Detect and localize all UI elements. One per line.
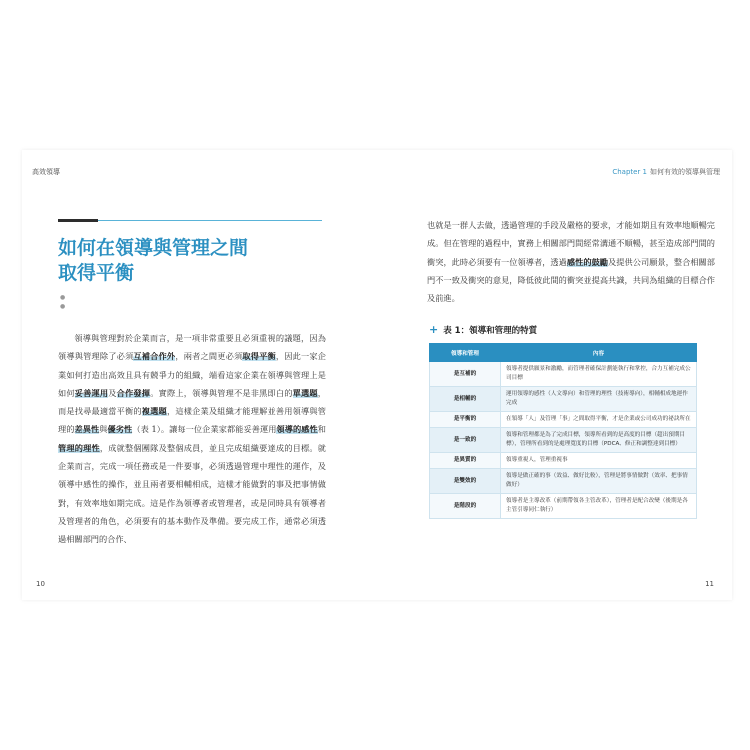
- emphasis-text: 感性的鼓勵: [566, 256, 609, 267]
- body-paragraph-left: [58, 329, 326, 549]
- emphasis-text: 複選題: [141, 406, 167, 417]
- emphasis-text: 領導的感性: [276, 424, 318, 435]
- table-row: [430, 387, 697, 412]
- table-cell-aspect: 是雙效的: [430, 469, 501, 494]
- table-cell-content: 運用領導的感性（人文導向）和管理的理性（技術導向），相輔相成地運作完成: [501, 387, 697, 412]
- body-text: 及提供公司願景，整合相關部門不一致及衝突的意見，降低彼此間的衝突並提高共識，共同為組織的目標合作及前進。: [427, 256, 715, 304]
- table-cell-aspect: 是互補的: [430, 362, 501, 387]
- emphasis-text: 合作發揮: [116, 387, 151, 398]
- chapter-label: Chapter 1: [612, 168, 647, 176]
- body-text: 也就是一群人去做，透過管理的手段及嚴格的要求，才能如期且有效率地順暢完成。但在管理的過程中，實務上相關部門間經常溝通不順暢，甚至造成部門間的衝突，此時必須要有一位領導者，透過: [427, 220, 715, 267]
- table-header-content: 內容: [501, 344, 697, 362]
- right-page: [377, 150, 732, 600]
- page-number-right: 11: [705, 580, 714, 588]
- body-text: ，成就整個團隊及整個成員，並且完成組織要達成的目標。就企業而言，完成一項任務或是一件要事，必須透過管理中理性的運作，及領導中感性的操作，並且兩者要相輔相成，這樣才能做對的事及把事情做對，有效率地如期完成。這是作為領導者或管理者，或是同時具有領導者及管理者的角色，必須要有的基本動作及準備。要完成工作，通常必須透過相關部門的合作、: [58, 442, 326, 545]
- emphasis-text: 單選題: [292, 387, 318, 398]
- section-title: [58, 236, 318, 286]
- table-row: [430, 469, 697, 494]
- emphasis-text: 取得平衡: [242, 351, 276, 362]
- table-caption-text: 表 1：領導和管理的特質: [443, 326, 538, 336]
- table-row: [430, 412, 697, 428]
- body-text: （表 1）。讓每一位企業家都能妥善運用: [132, 424, 277, 435]
- body-text: 及: [108, 387, 117, 398]
- body-text: 與: [99, 424, 108, 435]
- chapter-title: 如何有效的領導與管理: [650, 168, 720, 176]
- body-text: ，這樣企業及組織才能理解並善用領導與管理的: [58, 406, 326, 435]
- emphasis-text: 管理的理性: [58, 442, 100, 453]
- table-caption: [429, 324, 537, 336]
- table-cell-content: 領導和管理都是為了完成目標，領導所看到的是高度的目標（超出預期目標），管理所看到的是處理寬度的目標（PDCA、修正和調整達到目標）: [501, 428, 697, 453]
- body-text: 。實際上，領導與管理不是非黑即白的: [150, 387, 293, 398]
- table-row: [430, 428, 697, 453]
- emphasis-text: 妥善運用: [74, 387, 109, 398]
- body-text: 和: [317, 424, 326, 435]
- table-row: [430, 494, 697, 519]
- section-title-line-1: 如何在領導與管理之間: [58, 237, 249, 259]
- table-header-row: [430, 344, 697, 362]
- table-cell-aspect: 是平衡的: [430, 412, 501, 428]
- table-cell-content: 領導者是主導改革（前期帶領各主管改革），管理者是配合改變（後期是各主管引導同仁執行）: [501, 494, 697, 519]
- running-head-right: [612, 167, 720, 177]
- emphasis-text: 優劣性: [107, 424, 133, 435]
- table-row: [430, 453, 697, 469]
- table-cell-content: 領導者提供願景和激勵，而管理者確保計劃能執行和掌控，合力互補完成公司目標: [501, 362, 697, 387]
- table-header-aspect: 領導和管理: [430, 344, 501, 362]
- table-cell-aspect: 是異質的: [430, 453, 501, 469]
- table-cell-aspect: 是階段的: [430, 494, 501, 519]
- left-page: [22, 150, 377, 600]
- title-rule-blue: [98, 220, 322, 221]
- bullet-dot: ●: [60, 294, 66, 301]
- title-rule-dark: [58, 219, 98, 222]
- emphasis-text: 互補合作外: [133, 351, 176, 362]
- section-title-line-2: 取得平衡: [58, 262, 135, 284]
- plus-icon: +: [429, 323, 439, 336]
- table-cell-content: 在領導「人」及管理「事」之間取得平衡，才是企業或公司成功的祕訣所在: [501, 412, 697, 428]
- table-cell-aspect: 是相輔的: [430, 387, 501, 412]
- bullet-marks: [60, 293, 65, 311]
- page-number-left: 10: [36, 580, 45, 588]
- emphasis-text: 差異性: [74, 424, 100, 435]
- traits-table: [429, 343, 697, 519]
- body-paragraph-right: [427, 216, 715, 307]
- table-cell-aspect: 是一致的: [430, 428, 501, 453]
- body-text: ，兩者之間更必須: [175, 351, 243, 362]
- body-text: 領導與管理對於企業而言，是一項非常重要且必須重視的議題，因為領導與管理除了必須: [58, 333, 326, 362]
- table-body: [430, 362, 697, 519]
- body-text: ，而是找尋最適當平衡的: [58, 387, 326, 417]
- table-cell-content: 領導是做正確的事（效益、做好比較），管理是將事情做對（效率、把事情做好）: [501, 469, 697, 494]
- table-cell-content: 領導重視人，管理重視事: [501, 453, 697, 469]
- running-head-left: 高效領導: [32, 168, 60, 176]
- bullet-dot: ●: [60, 303, 66, 310]
- body-text: ，因此一家企業如何打造出高效且具有競爭力的組織，端看這家企業在領導與管理上是如何: [58, 351, 326, 398]
- table-row: [430, 362, 697, 387]
